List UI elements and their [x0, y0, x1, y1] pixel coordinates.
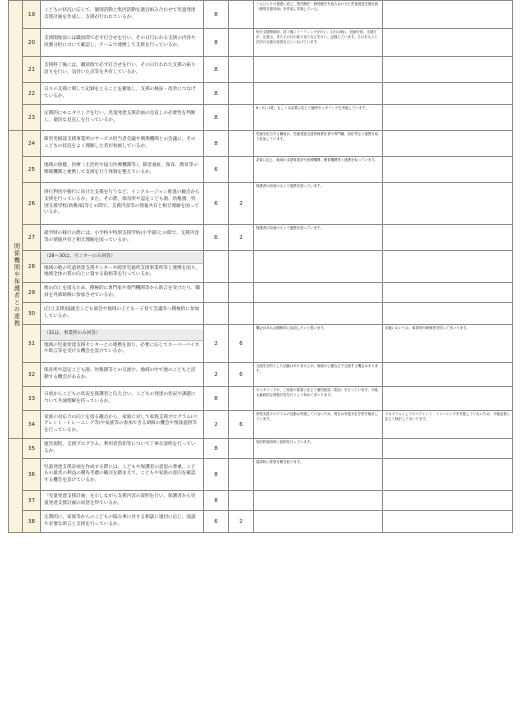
item-comment	[254, 251, 383, 283]
count-yes: 8	[204, 459, 229, 491]
table-row	[9, 105, 513, 131]
item-reply	[383, 225, 513, 251]
count-yes: 2	[204, 411, 229, 439]
count-no	[229, 29, 254, 57]
count-no: 2	[229, 511, 254, 533]
count-no: 6	[229, 363, 254, 387]
count-yes: 6	[204, 511, 229, 533]
item-number: 19	[23, 1, 41, 29]
category-cell-upper	[9, 1, 23, 131]
item-number: 32	[23, 363, 41, 387]
item-question	[41, 225, 204, 251]
count-yes: 8	[204, 131, 229, 157]
item-reply	[383, 251, 513, 283]
count-no	[229, 1, 254, 29]
item-comment: 児童を担当する職員が、児童発達支援管理責任者や専門職、担任等なと連携を取り参加しています。	[254, 131, 383, 157]
item-question-text: 保育所や認定こども園、幼稚園等との交流や、地域の中で他のこどもと活動する機会があるか。	[44, 367, 196, 380]
item-comment	[254, 511, 383, 533]
item-question-text: 地域の児童発達支援センターとの連携を図り、必要に応じてスーパーバイズや助言等を受ける機会を設けているか。	[44, 342, 200, 355]
table-row	[9, 411, 513, 439]
item-question-text: 定期的に、家族等からのこどもの悩み事に対する相談に適切に応じ、面談や必要な助言と支援を行っているか。	[44, 514, 196, 527]
table-row	[9, 83, 513, 105]
item-question	[41, 459, 204, 491]
table-row	[9, 251, 513, 283]
evaluation-table	[8, 0, 513, 533]
item-comment: 契約時説明時に説明を行っています。	[254, 439, 383, 459]
item-reply	[383, 29, 513, 57]
item-reply	[383, 131, 513, 157]
item-question	[41, 511, 204, 533]
count-yes: 8	[204, 387, 229, 411]
count-no: 2	[229, 225, 254, 251]
item-number: 29	[23, 283, 41, 303]
table-row	[9, 363, 513, 387]
item-subnote: （28～30は、センターのみ回答）	[41, 252, 203, 264]
item-question	[41, 363, 204, 387]
count-yes: 2	[204, 363, 229, 387]
item-question-text: (自立支援)協議会こども部会や地域の子ども・子育て会議等へ積極的に参加しているか。	[44, 306, 200, 319]
item-comment: 保護者の同意のもとで連携を図っています。	[254, 183, 383, 225]
count-no: 6	[229, 411, 254, 439]
table-row	[9, 1, 513, 29]
count-no	[229, 83, 254, 105]
count-yes	[204, 303, 229, 325]
table-row	[9, 511, 513, 533]
item-reply	[383, 439, 513, 459]
count-no	[229, 459, 254, 491]
item-reply	[383, 491, 513, 511]
item-question	[41, 1, 204, 29]
table-row	[9, 491, 513, 511]
count-no	[229, 439, 254, 459]
item-question-text: 就学時の移行の際には、小学校や特別支援学校(小学部)との間で、支援内容等の情報共有と相互理解を図っているか。	[44, 230, 200, 243]
item-reply	[383, 459, 513, 491]
count-no	[229, 303, 254, 325]
item-number: 36	[23, 459, 41, 491]
count-yes	[204, 283, 229, 303]
item-number: 37	[23, 491, 41, 511]
item-comment: 面談時に要望を聞き取ります。	[254, 459, 383, 491]
item-question-text: 障害児相談支援事業所のサービス担当者会議や関係機関との会議に、そのこどもの状況をよく理解した者が参画しているか。	[44, 136, 196, 149]
item-question-text: 地域の他の児童発達支援センターや障害児通所支援事業所等と連携を図り、地域全体の質の向上に資する取組等を行っているか。	[44, 265, 201, 278]
count-yes: 8	[204, 57, 229, 83]
table-row	[9, 183, 513, 225]
item-comment: 家族支援プログラムの活動は実施していないため、現在は実施予定を等を検討しています。	[254, 411, 383, 439]
section-label: 関係機関や保護者との連携	[12, 242, 20, 327]
count-no	[229, 283, 254, 303]
item-comment: 6ヶ月に1度、もしくは必要に応じて適時モニタリングを実施しています。	[254, 105, 383, 131]
count-no	[229, 131, 254, 157]
count-yes: 8	[204, 1, 229, 29]
count-yes: 6	[204, 183, 229, 225]
count-yes: 8	[204, 29, 229, 57]
item-question	[41, 411, 204, 439]
item-comment: 保護者の同意のもとで連携を図っています。	[254, 225, 383, 251]
item-number: 38	[23, 511, 41, 533]
count-yes: 6	[204, 157, 229, 183]
item-number: 34	[23, 411, 41, 439]
item-number: 25	[23, 157, 41, 183]
item-question	[41, 251, 204, 283]
item-number: 23	[23, 105, 41, 131]
item-number: 22	[23, 83, 41, 105]
item-reply	[383, 105, 513, 131]
count-yes: 8	[204, 439, 229, 459]
item-reply	[383, 387, 513, 411]
item-question-text: 児童発達支援計画を作成する際には、こどもや保護者の意思の尊重、こどもの最善の利益の優先考慮の観点を踏まえて、こどもや家族の意向を確認する機会を設けているか。	[44, 464, 196, 483]
item-reply: 向後においては、事業所内研修等を図ってまいります。	[383, 325, 513, 363]
item-comment: 毎日支援開始前、終了後にミーティングを行い、1日の流れ、役割分担、支援方法、注意点、またその日の振り返りなどを行い、記録しています。それをもとに次回の支援の改善などにつなげています。	[254, 29, 383, 57]
table-row	[9, 387, 513, 411]
item-subnote: （31は、事業所のみ回答）	[41, 329, 203, 341]
item-number: 31	[23, 325, 41, 363]
item-reply	[383, 363, 513, 387]
item-comment	[254, 83, 383, 105]
item-number: 24	[23, 131, 41, 157]
item-comment	[254, 303, 383, 325]
item-question-text: 支援終了後には、職員間で必ず打合せを行い、その日行われた支援の振り返りを行い、気付いた点等を共有しているか。	[44, 62, 196, 75]
item-reply	[383, 1, 513, 29]
item-question	[41, 283, 204, 303]
count-yes: 8	[204, 105, 229, 131]
item-question-text: 支援開始前には職員間で必ず打合せを行い、その日行われる支援の内容や役割分担について確認し、チームで連携して支援を行っているか。	[44, 35, 196, 48]
item-number: 30	[23, 303, 41, 325]
item-comment: 必要に応じ、地域の支援事業所や医療機関、療育機関等と連携を取っています。	[254, 157, 383, 183]
count-yes: 2	[204, 325, 229, 363]
item-comment: モニタリングや、ご家族の要望に応じて個別面談（電話）を行っています。今後も継続的な情報共有を行うよう努めてまいります。	[254, 387, 383, 411]
count-no	[229, 387, 254, 411]
item-question-text: 他の向上を図るため、積極的に専門家や専門機関等から助言を受けたり、職員を外部研修に参加させているか。	[44, 285, 201, 298]
table-row	[9, 29, 513, 57]
item-question	[41, 29, 204, 57]
item-comment: 機会があれば積極的に参加したいと思います。	[254, 325, 383, 363]
table-row	[9, 303, 513, 325]
count-yes: 8	[204, 491, 229, 511]
item-comment: 交流を目的とした活動はありませんが、地域の公園などで交流する機会はあります。	[254, 363, 383, 387]
item-question-text: 併行利用や移行に向けた支援を行うなど、インクルージョン推進の観点から支援を行っているか。また、その際、保育所や認定こども園、幼稚園、特別支援学校(幼稚部)等との間で、支援内容等の情報共有と相互理解を図っているか。	[44, 190, 200, 216]
item-number: 27	[23, 225, 41, 251]
item-number: 35	[23, 439, 41, 459]
count-no: 2	[229, 183, 254, 225]
count-no	[229, 157, 254, 183]
table-row	[9, 131, 513, 157]
item-question	[41, 83, 204, 105]
table-row	[9, 57, 513, 83]
item-reply	[383, 183, 513, 225]
table-row	[9, 157, 513, 183]
item-reply	[383, 283, 513, 303]
item-question-text: 運営規程、支援プログラム、利用者負担等について丁寧な説明を行っているか。	[44, 441, 196, 454]
count-yes: 8	[204, 83, 229, 105]
table-row	[9, 325, 513, 363]
item-question-text: 家族の対応力の向上を図る観点から、家族に対して家族支援プログラム(ペアレント・トレーニング等)や家族等の参加できる研修の機会や情報提供等を行っているか。	[44, 414, 198, 433]
item-question-text: 日々の支援に関して記録をとることを徹底し、支援の検証・改善につなげているか。	[44, 86, 196, 99]
item-question	[41, 183, 204, 225]
evaluation-rows	[9, 1, 513, 533]
item-question-text: こどもの状況に応じて、個別活動と集団活動を適宜組み合わせて児童発達支援計画を作成し、支援が行われているか。	[44, 7, 196, 20]
item-number: 26	[23, 183, 41, 225]
item-question-text: 「児童発達支援計画」を示しながら支援内容の説明を行い、保護者から児童発達支援計画の同意を得ているか。	[44, 493, 196, 506]
item-question	[41, 57, 204, 83]
count-no	[229, 491, 254, 511]
item-question	[41, 325, 204, 363]
table-row	[9, 283, 513, 303]
item-number: 21	[23, 57, 41, 83]
item-comment	[254, 57, 383, 83]
item-question	[41, 157, 204, 183]
count-yes	[204, 251, 229, 283]
item-number: 20	[23, 29, 41, 57]
count-no	[229, 57, 254, 83]
item-question-text: 日頃からこどもの状況を保護者と伝え合い、こどもの発達の状況や課題について共通理解を持っているか。	[44, 391, 196, 404]
table-row	[9, 439, 513, 459]
item-reply	[383, 303, 513, 325]
evaluation-sheet	[8, 0, 520, 720]
count-no	[229, 105, 254, 131]
item-reply	[383, 83, 513, 105]
item-question	[41, 439, 204, 459]
count-yes: 6	[204, 225, 229, 251]
item-reply	[383, 57, 513, 83]
table-row	[9, 459, 513, 491]
item-number: 28	[23, 251, 41, 283]
item-comment: 一人ひとりの発達に応じ、集団療法・個別療法を組み合わせた児童発達支援計画（個別支援計画）を作成し実施している。	[254, 1, 383, 29]
count-no: 6	[229, 325, 254, 363]
item-reply	[383, 157, 513, 183]
count-no	[229, 251, 254, 283]
item-number: 33	[23, 387, 41, 411]
item-reply	[383, 511, 513, 533]
item-question	[41, 131, 204, 157]
category-cell-lower	[9, 439, 23, 533]
category-cell	[9, 131, 23, 439]
item-comment	[254, 283, 383, 303]
item-question	[41, 303, 204, 325]
item-question	[41, 491, 204, 511]
item-reply: プログラムとしてのペアレント・トレーニングを実施していないため、今後必要に応じて検討してまいります。	[383, 411, 513, 439]
item-question	[41, 105, 204, 131]
item-comment	[254, 491, 383, 511]
table-row	[9, 225, 513, 251]
item-question	[41, 387, 204, 411]
item-question-text: 地域の保健、医療（主治医や協力医療機関等）、障害福祉、保育、教育等の関係機関と連携して支援を行う体制を整えているか。	[44, 162, 198, 175]
item-question-text: 定期的にモニタリングを行い、児童発達支援計画の見直しの必要性を判断し、適切な見直しを行っているか。	[44, 110, 196, 123]
